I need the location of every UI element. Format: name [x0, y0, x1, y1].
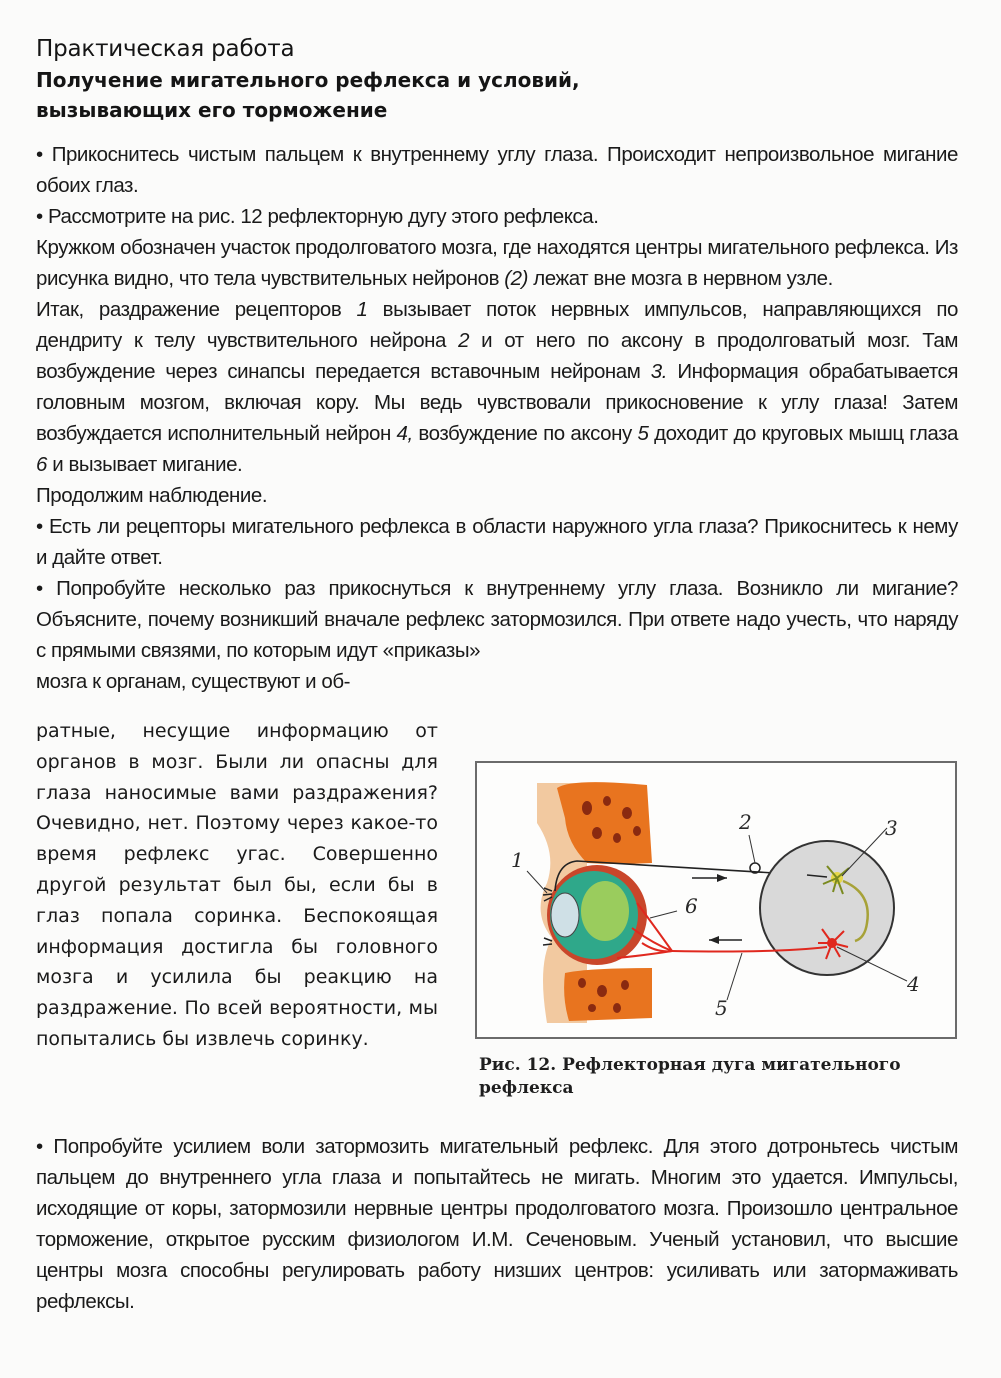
- ref-number: 2: [458, 329, 470, 352]
- paragraph-reflex-arc-description: [36, 294, 958, 480]
- page-subtitle-line-1: Получение мигательного рефлекса и условий,: [36, 68, 580, 92]
- page-subtitle-line-2: вызывающих его торможение: [36, 98, 388, 122]
- paragraph-repeat-touch-wrap-line: мозга к органам, существуют и об-: [36, 670, 351, 693]
- page-title: Практическая работа: [36, 36, 295, 62]
- text-run: доходит до круговых мышц глаза: [648, 422, 958, 445]
- ref-number: 1: [356, 298, 368, 321]
- label-6: 6: [685, 894, 698, 918]
- text-run: возбуждение по аксону: [412, 422, 638, 445]
- paragraph-outer-corner-question: • Есть ли рецепторы мигательного рефлекса в области наружного угла глаза? Прикоснитесь к нему и дайте ответ.: [36, 511, 958, 573]
- eye-lens-glow: [581, 881, 629, 941]
- reflex-arc-figure: [475, 761, 957, 1039]
- paragraph-continue: Продолжим наблюдение.: [36, 484, 268, 507]
- ref-number: (2): [504, 267, 528, 290]
- lower-bone-icon: [564, 968, 652, 1021]
- text-run: Итак, раздражение рецепторов: [36, 298, 357, 321]
- arrow-right-icon: [692, 874, 727, 882]
- text-run: вызывает поток нервных импульсов, направляющихся по дендриту к телу чувствительного нейрона: [36, 298, 958, 352]
- paragraph-repeat-touch-wrap: ратные, несущие информацию от органов в мозг. Были ли опасны для глаза наносимые вами раздражения? Очевидно, нет. Поэтому через какое-то время рефлекс угас. Совершенно другой результат был бы, если бы в глаз попала соринка. Беспокоящая информация достигла бы головного мозга и усилила бы реакцию на раздражение. По всей вероятности, мы попытались бы извлечь соринку.: [36, 720, 438, 1050]
- paragraph-see-figure: • Рассмотрите на рис. 12 рефлекторную дугу этого рефлекса.: [36, 201, 958, 232]
- ref-number: 6: [36, 453, 47, 476]
- paragraph-circle-explanation: [36, 232, 958, 294]
- reflex-arc-diagram: [477, 763, 955, 1037]
- paragraph-touch-instruction: • Прикоснитесь чистым пальцем к внутреннему углу глаза. Происходит непроизвольное мигание обоих глаз.: [36, 139, 958, 201]
- text-run: Кружком обозначен участок продолговатого мозга, где находятся центры мигательного рефлекса. Из рисунка видно, что тела чувствительных нейронов: [36, 236, 958, 290]
- figure-caption: Рис. 12. Рефлекторная дуга мигательного рефлекса: [479, 1055, 901, 1098]
- ref-number: 3.: [650, 360, 667, 383]
- label-2: 2: [739, 810, 752, 834]
- text-run: и от него по аксону в продолговатый мозг. Там возбуждение через синапсы передается вставочным нейронам: [36, 329, 958, 383]
- text-run: и вызывает мигание.: [46, 453, 243, 476]
- ref-number: 5: [637, 422, 649, 445]
- arrow-left-icon: [709, 936, 742, 944]
- label-4: 4: [907, 972, 920, 996]
- label-3: 3: [885, 816, 898, 840]
- label-5: 5: [715, 996, 728, 1020]
- bottom-content: [36, 1131, 958, 1317]
- cornea-icon: [551, 893, 579, 937]
- ref-number: 4,: [396, 422, 413, 445]
- text-run: Информация обрабатывается головным мозгом, включая кору. Мы ведь чувствовали прикосновение к углу глаза! Затем возбуждается исполнительный нейрон: [36, 360, 958, 445]
- paragraph-willful-inhibition: • Попробуйте усилием воли затормозить мигательный рефлекс. Для этого дотроньтесь чистым пальцем до внутреннего угла глаза и попытайтесь не мигать. Многим это удается. Импульсы, исходящие от коры, затормозили нервные центры продолговатого мозга. Произошло центральное торможение, открытое русским физиологом И.М. Сеченовым. Ученый установил, что высшие центры мозга способны регулировать работу низших центров: усиливать или затормаживать рефлексы.: [36, 1131, 958, 1317]
- text-run: лежат вне мозга в нервном узле.: [527, 267, 833, 290]
- label-1: 1: [511, 848, 524, 872]
- paragraph-repeat-touch: • Попробуйте несколько раз прикоснуться к внутреннему углу глаза. Возникло ли мигание? Объясните, почему возникший вначале рефлекс затормозился. При ответе надо учесть, что наряду с прямыми связями, по которым идут «приказы»: [36, 573, 958, 666]
